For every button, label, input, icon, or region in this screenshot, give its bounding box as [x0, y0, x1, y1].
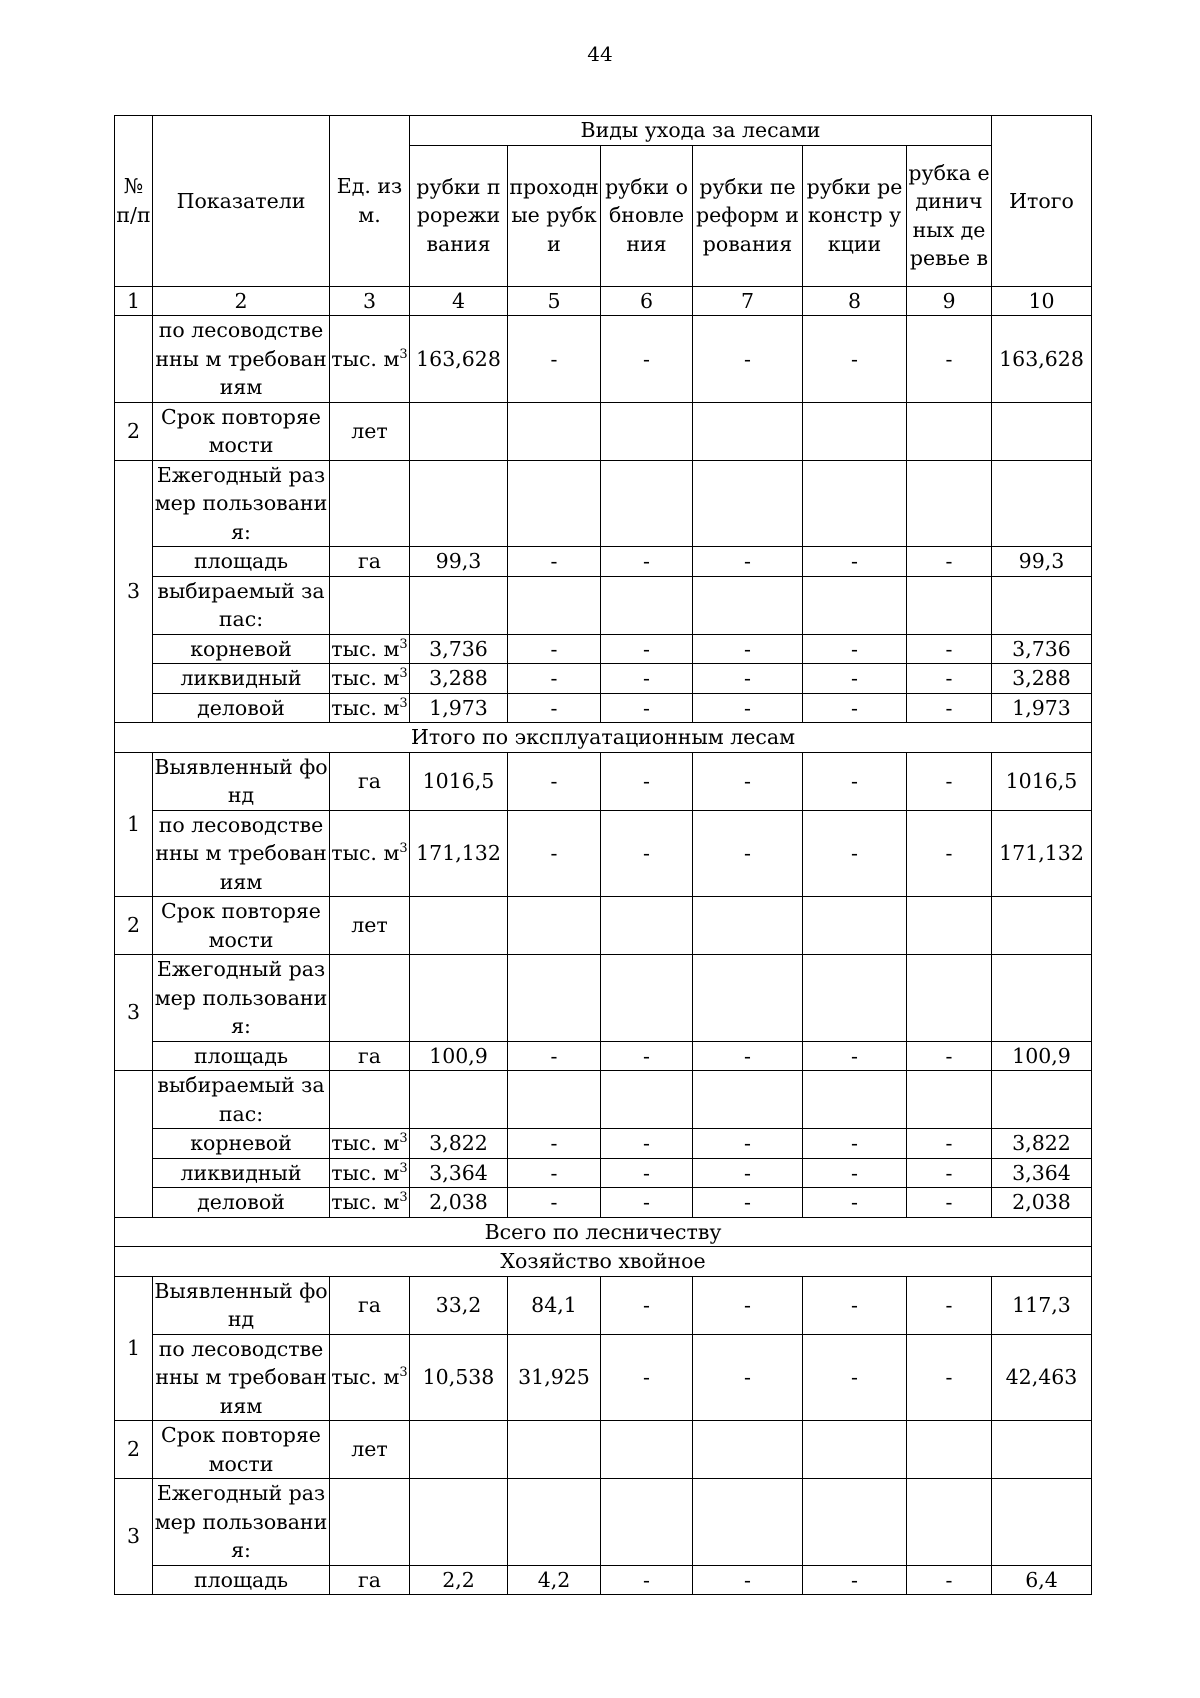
cell-value: - [508, 547, 601, 577]
row-num: 1 [115, 1276, 153, 1421]
col-number: 3 [330, 286, 410, 316]
row-label: Срок повторяемости [153, 897, 330, 955]
section-subtitle: Хозяйство хвойное [115, 1247, 1092, 1277]
cell-value: - [803, 316, 907, 403]
cell-value: - [601, 547, 693, 577]
row-unit: лет [330, 897, 410, 955]
row-label: Выявленный фонд [153, 752, 330, 810]
table-row [115, 316, 1092, 403]
cell-total: 6,4 [992, 1565, 1092, 1595]
table-row [115, 1158, 1092, 1188]
cell-value: - [803, 752, 907, 810]
cell-value: - [508, 316, 601, 403]
row-num: 3 [115, 1479, 153, 1595]
row-label: деловой [153, 693, 330, 723]
cell-value: - [693, 1158, 803, 1188]
cell-value: 163,628 [410, 316, 508, 403]
cell-value: - [601, 810, 693, 897]
row-label: по лесоводственны м требованиям [153, 1334, 330, 1421]
row-label: Срок повторяемости [153, 402, 330, 460]
forest-care-table [114, 115, 1092, 1595]
col-number: 8 [803, 286, 907, 316]
cell-value: 2,038 [410, 1188, 508, 1218]
table-row [115, 693, 1092, 723]
cell-value: 171,132 [410, 810, 508, 897]
row-unit: лет [330, 1421, 410, 1479]
header-total: Итого [992, 116, 1092, 287]
cell-value: - [693, 316, 803, 403]
header-type: рубки переформ ирования [693, 145, 803, 286]
cell-value: - [601, 316, 693, 403]
cell-value: - [693, 1041, 803, 1071]
cell-value: - [601, 1276, 693, 1334]
section-title-row [115, 723, 1092, 753]
header-type: проходн ые рубки [508, 145, 601, 286]
table-row [115, 1479, 1092, 1566]
cell-total: 117,3 [992, 1276, 1092, 1334]
cell-total: 3,822 [992, 1129, 1092, 1159]
table-row [115, 810, 1092, 897]
cell-value: 31,925 [508, 1334, 601, 1421]
cell-value: - [803, 1334, 907, 1421]
row-label: Выявленный фонд [153, 1276, 330, 1334]
row-label: Срок повторяемости [153, 1421, 330, 1479]
table-row [115, 460, 1092, 547]
row-unit: тыс. $м^3$ [330, 634, 410, 664]
cell-value: - [693, 693, 803, 723]
cell-value: - [693, 1276, 803, 1334]
cell-value: - [601, 1334, 693, 1421]
cell-value: 3,364 [410, 1158, 508, 1188]
section-title: Всего по лесничеству [115, 1217, 1092, 1247]
cell-total: 99,3 [992, 547, 1092, 577]
table-row [115, 1276, 1092, 1334]
cell-value: - [693, 1334, 803, 1421]
row-num: 2 [115, 1421, 153, 1479]
header-indicators: Показатели [153, 116, 330, 287]
cell-value: - [693, 1565, 803, 1595]
table-row [115, 897, 1092, 955]
cell-value: - [693, 547, 803, 577]
cell-value: - [907, 1158, 992, 1188]
section-subtitle-row [115, 1247, 1092, 1277]
row-num: 2 [115, 402, 153, 460]
cell-value: - [693, 664, 803, 694]
cell-value: - [601, 664, 693, 694]
cell-value: - [601, 1188, 693, 1218]
cell-value: - [601, 693, 693, 723]
row-label: ликвидный [153, 1158, 330, 1188]
row-num: 3 [115, 460, 153, 723]
col-number: 7 [693, 286, 803, 316]
cell-value: - [693, 1188, 803, 1218]
col-number: 9 [907, 286, 992, 316]
cell-total: 42,463 [992, 1334, 1092, 1421]
table-row [115, 955, 1092, 1042]
row-unit: га [330, 1565, 410, 1595]
header-unit: Ед. изм. [330, 116, 410, 287]
cell-value: - [803, 810, 907, 897]
table-row [115, 634, 1092, 664]
column-numbers-row [115, 286, 1092, 316]
cell-value: - [907, 1565, 992, 1595]
cell-value: - [508, 664, 601, 694]
cell-value: - [803, 1188, 907, 1218]
cell-value: - [508, 810, 601, 897]
row-label: выбираемый запас: [153, 1071, 330, 1129]
cell-value: 84,1 [508, 1276, 601, 1334]
cell-value: 2,2 [410, 1565, 508, 1595]
header-type: рубки прорежи вания [410, 145, 508, 286]
row-num: 1 [115, 752, 153, 897]
cell-value: - [803, 1565, 907, 1595]
table-row [115, 1421, 1092, 1479]
cell-value: - [508, 693, 601, 723]
cell-total: 1016,5 [992, 752, 1092, 810]
cell-value: - [508, 1188, 601, 1218]
cell-value: - [693, 810, 803, 897]
cell-value: - [907, 1041, 992, 1071]
cell-value: 3,288 [410, 664, 508, 694]
cell-value: - [803, 1158, 907, 1188]
col-number: 6 [601, 286, 693, 316]
table-row [115, 752, 1092, 810]
cell-value: - [907, 547, 992, 577]
cell-total: 3,736 [992, 634, 1092, 664]
header-num: № п/п [115, 116, 153, 287]
col-number: 5 [508, 286, 601, 316]
col-number: 1 [115, 286, 153, 316]
cell-value: - [803, 693, 907, 723]
table-row [115, 1071, 1092, 1129]
cell-value: - [907, 1188, 992, 1218]
cell-total: 163,628 [992, 316, 1092, 403]
cell-value: 1016,5 [410, 752, 508, 810]
row-label: выбираемый запас: [153, 576, 330, 634]
cell-value: - [907, 1129, 992, 1159]
cell-value: 100,9 [410, 1041, 508, 1071]
cell-value: - [601, 1565, 693, 1595]
row-label: площадь [153, 1041, 330, 1071]
row-label: по лесоводственны м требованиям [153, 810, 330, 897]
cell-value: 1,973 [410, 693, 508, 723]
row-label: площадь [153, 1565, 330, 1595]
row-num-empty [115, 1071, 153, 1218]
cell-value: - [601, 752, 693, 810]
row-label: площадь [153, 547, 330, 577]
header-row [115, 116, 1092, 146]
table-row [115, 1334, 1092, 1421]
row-label: Ежегодный размер пользования: [153, 460, 330, 547]
cell-value: - [601, 1129, 693, 1159]
cell-value: 10,538 [410, 1334, 508, 1421]
cell-value: - [907, 316, 992, 403]
cell-value: - [601, 634, 693, 664]
table-row [115, 1188, 1092, 1218]
row-unit: тыс. $м^3$ [330, 1129, 410, 1159]
cell-value: - [693, 752, 803, 810]
table-row [115, 402, 1092, 460]
cell-total: 2,038 [992, 1188, 1092, 1218]
row-unit: тыс. $м^3$ [330, 316, 410, 403]
cell-value: - [601, 1041, 693, 1071]
row-label: корневой [153, 634, 330, 664]
cell-value: - [803, 547, 907, 577]
cell-value: 3,822 [410, 1129, 508, 1159]
col-number: 2 [153, 286, 330, 316]
cell-value: - [803, 634, 907, 664]
row-label: Ежегодный размер пользования: [153, 955, 330, 1042]
row-num: 2 [115, 897, 153, 955]
cell-value: - [907, 810, 992, 897]
cell-value: - [693, 1129, 803, 1159]
header-type: рубки обновле ния [601, 145, 693, 286]
cell-value: - [907, 693, 992, 723]
table-row [115, 664, 1092, 694]
row-unit: тыс. $м^3$ [330, 664, 410, 694]
cell-total: 3,364 [992, 1158, 1092, 1188]
cell-value: - [508, 752, 601, 810]
row-unit: га [330, 752, 410, 810]
row-label: Ежегодный размер пользования: [153, 1479, 330, 1566]
table-row [115, 1041, 1092, 1071]
page-number: 44 [587, 42, 613, 66]
cell-value: - [508, 634, 601, 664]
col-number: 4 [410, 286, 508, 316]
cell-value: 33,2 [410, 1276, 508, 1334]
row-label: деловой [153, 1188, 330, 1218]
row-unit: тыс. $м^3$ [330, 1188, 410, 1218]
row-num: 3 [115, 955, 153, 1071]
header-type: рубки реконстр укции [803, 145, 907, 286]
row-label: по лесоводственны м требованиям [153, 316, 330, 403]
section-title: Итого по эксплуатационным лесам [115, 723, 1092, 753]
header-type: рубка единич ных деревье в [907, 145, 992, 286]
cell-value: - [693, 634, 803, 664]
cell-value: - [803, 1041, 907, 1071]
cell-total: 1,973 [992, 693, 1092, 723]
row-unit: лет [330, 402, 410, 460]
table-row [115, 547, 1092, 577]
row-unit: га [330, 1276, 410, 1334]
row-unit: га [330, 547, 410, 577]
cell-value: - [803, 1129, 907, 1159]
table-row [115, 1129, 1092, 1159]
cell-value: - [907, 752, 992, 810]
row-label: корневой [153, 1129, 330, 1159]
row-label: ликвидный [153, 664, 330, 694]
row-unit: тыс. $м^3$ [330, 810, 410, 897]
row-unit: га [330, 1041, 410, 1071]
row-unit: тыс. $м^3$ [330, 1334, 410, 1421]
row-num-empty [115, 316, 153, 403]
cell-value: 3,736 [410, 634, 508, 664]
cell-value: - [907, 634, 992, 664]
table-row [115, 576, 1092, 634]
cell-value: 99,3 [410, 547, 508, 577]
cell-total: 3,288 [992, 664, 1092, 694]
row-unit: тыс. $м^3$ [330, 1158, 410, 1188]
cell-value: - [508, 1158, 601, 1188]
cell-value: - [508, 1041, 601, 1071]
cell-value: - [803, 1276, 907, 1334]
cell-total: 100,9 [992, 1041, 1092, 1071]
cell-value: 4,2 [508, 1565, 601, 1595]
cell-value: - [907, 1276, 992, 1334]
cell-total: 171,132 [992, 810, 1092, 897]
col-number: 10 [992, 286, 1092, 316]
cell-value: - [803, 664, 907, 694]
row-unit: тыс. $м^3$ [330, 693, 410, 723]
section-title-row [115, 1217, 1092, 1247]
cell-value: - [508, 1129, 601, 1159]
cell-value: - [601, 1158, 693, 1188]
cell-value: - [907, 664, 992, 694]
header-group: Виды ухода за лесами [410, 116, 992, 146]
cell-value: - [907, 1334, 992, 1421]
table-row [115, 1565, 1092, 1595]
